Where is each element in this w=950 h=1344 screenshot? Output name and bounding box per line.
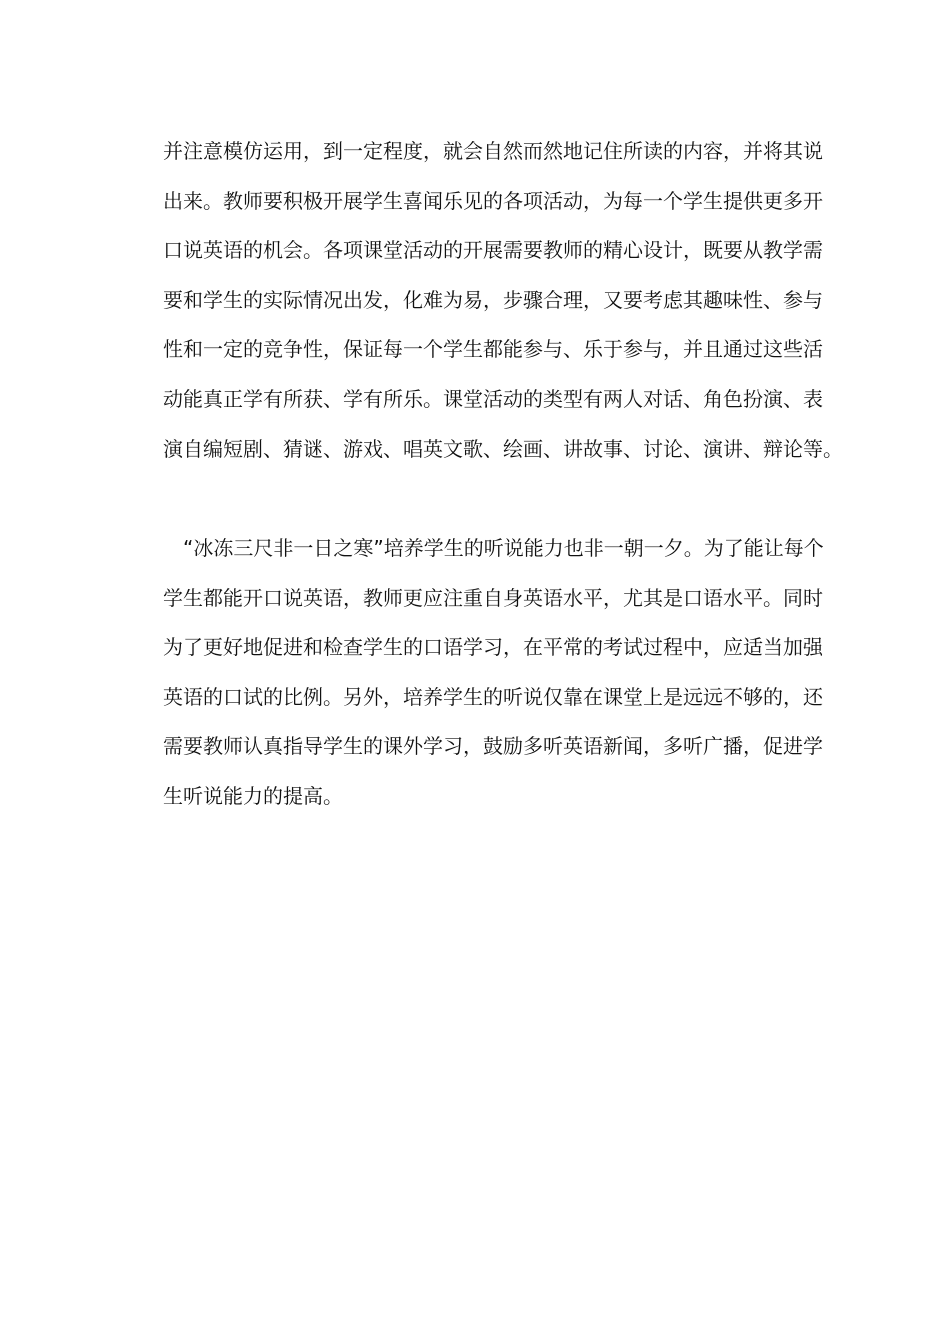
text-line: 为了更好地促进和检查学生的口语学习，在平常的考试过程中，应适当加强 bbox=[163, 635, 823, 660]
text-line: 要和学生的实际情况出发，化难为易，步骤合理，又要考虑其趣味性、参与 bbox=[163, 287, 823, 312]
text-line: “冰冻三尺非一日之寒”培养学生的听说能力也非一朝一夕。为了能让每个 bbox=[163, 536, 824, 560]
text-line: 需要教师认真指导学生的课外学习，鼓励多听英语新闻，多听广播，促进学 bbox=[163, 734, 823, 759]
text-line: 演自编短剧、猜谜、游戏、唱英文歌、绘画、讲故事、讨论、演讲、辩论等。 bbox=[163, 436, 843, 461]
paragraph-2 bbox=[163, 524, 824, 822]
text-line: 生听说能力的提高。 bbox=[163, 783, 343, 808]
text-line: 性和一定的竞争性，保证每一个学生都能参与、乐于参与，并且通过这些活 bbox=[163, 337, 823, 362]
text-line: 学生都能开口说英语，教师更应注重自身英语水平，尤其是口语水平。同时 bbox=[163, 585, 823, 610]
text-line: 动能真正学有所获、学有所乐。课堂活动的类型有两人对话、角色扮演、表 bbox=[163, 386, 823, 411]
text-line: 英语的口试的比例。另外，培养学生的听说仅靠在课堂上是远远不够的，还 bbox=[163, 684, 823, 709]
text-line: 并注意模仿运用，到一定程度，就会自然而然地记住所读的内容，并将其说 bbox=[163, 139, 823, 163]
paragraph-1 bbox=[163, 127, 843, 474]
text-line: 出来。教师要积极开展学生喜闻乐见的各项活动，为每一个学生提供更多开 bbox=[163, 188, 823, 213]
text-line: 口说英语的机会。各项课堂活动的开展需要教师的精心设计，既要从教学需 bbox=[163, 238, 823, 263]
